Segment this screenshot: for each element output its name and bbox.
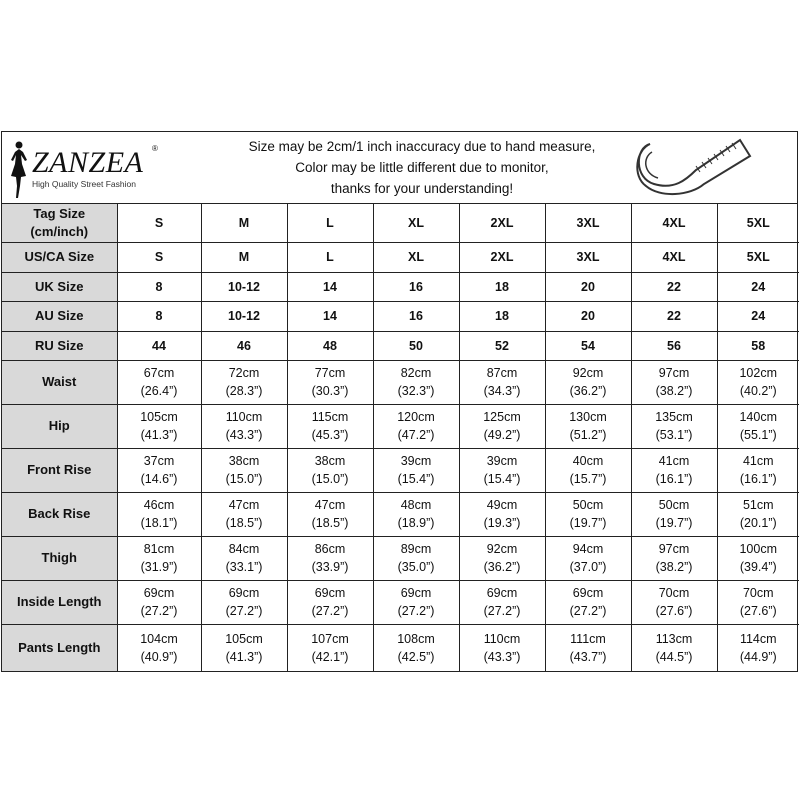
- size-cell: [201, 404, 287, 448]
- cell-line: (16.1”): [655, 472, 693, 486]
- size-cell: [117, 360, 201, 404]
- cell-line: (27.6”): [739, 604, 777, 618]
- size-cell: [373, 242, 459, 272]
- size-cell: [373, 448, 459, 492]
- cell-line: 69cm: [314, 586, 346, 600]
- cell-line: 52: [495, 338, 509, 353]
- size-cell: [287, 204, 373, 242]
- size-cell: [545, 404, 631, 448]
- cell-line: XL: [408, 250, 424, 264]
- tape-area: [622, 132, 797, 203]
- cell-line: 51cm: [742, 498, 774, 512]
- cell-line: (15.4”): [397, 472, 435, 486]
- measurement-notice: [202, 132, 622, 203]
- row-label: [2, 536, 117, 580]
- cell-line: (45.3”): [311, 428, 349, 442]
- cell-line: 3XL: [576, 215, 600, 230]
- cell-line: (31.9”): [140, 560, 178, 574]
- cell-line: 82cm: [400, 366, 432, 380]
- cell-line: 5XL: [746, 215, 770, 230]
- cell-line: (33.9”): [311, 560, 349, 574]
- size-cell: [545, 204, 631, 242]
- chart-header: [2, 132, 797, 204]
- size-cell: [117, 536, 201, 580]
- cell-line: 125cm: [483, 410, 521, 424]
- size-cell: [631, 331, 717, 360]
- row-label: [2, 404, 117, 448]
- cell-line: 69cm: [400, 586, 432, 600]
- cell-line: 111cm: [570, 631, 606, 646]
- cell-line: (35.0”): [397, 560, 435, 574]
- cell-line: 56: [667, 338, 681, 353]
- cell-line: (36.2”): [569, 384, 607, 398]
- cell-line: 108cm: [397, 631, 435, 646]
- cell-line: (19.3”): [483, 516, 521, 530]
- cell-line: 48: [323, 338, 337, 353]
- size-cell: [717, 580, 799, 624]
- size-cell: [117, 272, 201, 301]
- cell-line: (41.3”): [225, 649, 263, 664]
- notice-line-1: Size may be 2cm/1 inch inaccuracy due to hand measure,: [248, 139, 596, 154]
- cell-line: (18.5”): [311, 516, 349, 530]
- size-cell: [545, 448, 631, 492]
- cell-line: (42.5”): [397, 649, 435, 664]
- size-cell: [287, 580, 373, 624]
- row-label: [2, 580, 117, 624]
- cell-line: 24: [751, 309, 766, 323]
- cell-line: (38.2”): [655, 384, 693, 398]
- cell-line: 20: [581, 309, 595, 323]
- notice-line-3: thanks for your understanding!: [330, 181, 514, 196]
- size-cell: [545, 360, 631, 404]
- size-cell: [287, 448, 373, 492]
- size-cell: [201, 272, 287, 301]
- cell-line: 110cm: [225, 410, 263, 424]
- row-label-line: Back Rise: [28, 506, 91, 521]
- size-cell: [373, 301, 459, 331]
- size-cell: [117, 331, 201, 360]
- cell-line: 69cm: [143, 586, 175, 600]
- table-row: [2, 360, 799, 404]
- table-row: [2, 404, 799, 448]
- table-row: [2, 492, 799, 536]
- cell-line: 110cm: [483, 631, 521, 646]
- row-label: [2, 242, 117, 272]
- cell-line: (15.4”): [483, 472, 521, 486]
- size-cell: [717, 536, 799, 580]
- cell-line: M: [238, 215, 250, 230]
- size-cell: [717, 331, 799, 360]
- table-row: [2, 580, 799, 624]
- size-cell: [201, 536, 287, 580]
- cell-line: (15.0”): [311, 472, 349, 486]
- size-cell: [373, 404, 459, 448]
- row-label: [2, 331, 117, 360]
- cell-line: (16.1”): [739, 472, 777, 486]
- notice-line-2: Color may be little different due to monitor,: [295, 160, 549, 175]
- cell-line: 14: [323, 279, 337, 294]
- cell-line: 2XL: [490, 215, 514, 230]
- cell-line: (15.0”): [225, 472, 263, 486]
- cell-line: 38cm: [314, 454, 346, 468]
- cell-line: 58: [751, 338, 766, 353]
- size-cell: [201, 331, 287, 360]
- row-label: [2, 204, 117, 242]
- size-cell: [631, 242, 717, 272]
- size-cell: [717, 360, 799, 404]
- table-row: [2, 331, 799, 360]
- cell-line: 107cm: [311, 631, 349, 646]
- cell-line: (19.7”): [655, 516, 693, 530]
- brand-tagline: High Quality Street Fashion: [32, 179, 136, 189]
- cell-line: (30.3”): [311, 384, 349, 398]
- cell-line: 92cm: [486, 542, 518, 556]
- cell-line: 105cm: [225, 631, 263, 646]
- cell-line: 50cm: [572, 498, 604, 512]
- cell-line: 3XL: [576, 250, 600, 264]
- cell-line: 2XL: [490, 250, 514, 264]
- size-cell: [631, 301, 717, 331]
- size-cell: [717, 492, 799, 536]
- cell-line: M: [238, 250, 250, 264]
- size-cell: [287, 404, 373, 448]
- size-cell: [631, 448, 717, 492]
- cell-line: 24: [751, 279, 766, 294]
- cell-line: (27.2”): [311, 604, 349, 618]
- measuring-tape-icon: [630, 136, 780, 200]
- cell-line: 84cm: [228, 542, 260, 556]
- size-cell: [459, 204, 545, 242]
- cell-line: (33.1”): [225, 560, 263, 574]
- table-row: [2, 448, 799, 492]
- size-cell: [201, 242, 287, 272]
- cell-line: (14.6”): [140, 472, 178, 486]
- cell-line: 18: [495, 309, 509, 323]
- size-cell: [373, 204, 459, 242]
- size-cell: [717, 448, 799, 492]
- cell-line: 135cm: [655, 410, 693, 424]
- cell-line: (51.2”): [569, 428, 607, 442]
- size-cell: [717, 204, 799, 242]
- size-cell: [545, 272, 631, 301]
- size-cell: [717, 301, 799, 331]
- size-cell: [459, 301, 545, 331]
- cell-line: (18.1”): [140, 516, 178, 530]
- size-cell: [717, 242, 799, 272]
- cell-line: 102cm: [739, 366, 778, 380]
- size-cell: [287, 360, 373, 404]
- size-cell: [631, 580, 717, 624]
- cell-line: 97cm: [658, 366, 690, 380]
- cell-line: S: [154, 215, 164, 230]
- row-label-line: Waist: [42, 374, 77, 389]
- size-cell: [459, 448, 545, 492]
- cell-line: (18.9”): [397, 516, 435, 530]
- size-cell: [117, 242, 201, 272]
- cell-line: XL: [408, 215, 424, 230]
- cell-line: (43.3”): [225, 428, 263, 442]
- size-cell: [545, 536, 631, 580]
- cell-line: 100cm: [739, 542, 778, 556]
- size-cell: [717, 624, 799, 671]
- cell-line: 22: [667, 309, 681, 323]
- size-cell: [117, 624, 201, 671]
- cell-line: 69cm: [228, 586, 260, 600]
- size-cell: [201, 624, 287, 671]
- cell-line: (42.1”): [311, 649, 349, 664]
- size-cell: [631, 624, 717, 671]
- cell-line: 92cm: [572, 366, 604, 380]
- size-cell: [459, 536, 545, 580]
- cell-line: (27.2”): [140, 604, 178, 618]
- table-row: [2, 624, 799, 671]
- cell-line: 47cm: [314, 498, 346, 512]
- cell-line: 54: [581, 338, 595, 353]
- cell-line: (27.2”): [483, 604, 521, 618]
- size-cell: [117, 580, 201, 624]
- cell-line: 39cm: [486, 454, 518, 468]
- size-cell: [117, 204, 201, 242]
- size-cell: [287, 624, 373, 671]
- size-cell: [459, 580, 545, 624]
- cell-line: (53.1”): [655, 428, 693, 442]
- size-cell: [201, 492, 287, 536]
- cell-line: (15.7”): [569, 472, 607, 486]
- cell-line: (27.2”): [225, 604, 263, 618]
- cell-line: 38cm: [228, 454, 260, 468]
- size-cell: [373, 492, 459, 536]
- cell-line: (27.2”): [397, 604, 435, 618]
- cell-line: 49cm: [486, 498, 518, 512]
- cell-line: 69cm: [486, 586, 518, 600]
- cell-line: 4XL: [662, 250, 686, 264]
- row-label-line: Tag Size: [33, 205, 86, 221]
- cell-line: 10-12: [228, 279, 260, 294]
- cell-line: (43.7”): [569, 649, 607, 664]
- cell-line: 94cm: [572, 542, 604, 556]
- size-cell: [287, 492, 373, 536]
- cell-line: 14: [323, 309, 337, 323]
- cell-line: (40.9”): [140, 649, 178, 664]
- brand-logo: [2, 132, 202, 203]
- size-cell: [717, 272, 799, 301]
- size-cell: [201, 360, 287, 404]
- size-cell: [287, 242, 373, 272]
- table-row: [2, 242, 799, 272]
- size-cell: [287, 272, 373, 301]
- cell-line: (28.3”): [225, 384, 263, 398]
- row-label: [2, 492, 117, 536]
- row-label-line: Thigh: [41, 550, 77, 565]
- cell-line: 40cm: [572, 454, 604, 468]
- cell-line: 16: [409, 279, 423, 294]
- cell-line: 4XL: [662, 215, 686, 230]
- size-cell: [373, 536, 459, 580]
- row-label: [2, 301, 117, 331]
- cell-line: 18: [495, 279, 509, 294]
- size-cell: [201, 204, 287, 242]
- cell-line: 10-12: [228, 309, 260, 323]
- size-cell: [201, 301, 287, 331]
- row-label: [2, 448, 117, 492]
- cell-line: (44.5”): [655, 649, 693, 664]
- size-table: [2, 204, 799, 671]
- size-cell: [373, 360, 459, 404]
- registered-mark: ®: [152, 144, 158, 153]
- cell-line: 86cm: [314, 542, 346, 556]
- cell-line: (49.2”): [483, 428, 521, 442]
- cell-line: (18.5”): [225, 516, 263, 530]
- size-cell: [287, 331, 373, 360]
- row-label-line: US/CA Size: [24, 249, 95, 264]
- row-label-line: Hip: [48, 418, 70, 433]
- cell-line: 140cm: [739, 410, 778, 424]
- cell-line: (47.2”): [397, 428, 435, 442]
- cell-line: 48cm: [400, 498, 432, 512]
- cell-line: 81cm: [143, 542, 175, 556]
- cell-line: (41.3”): [140, 428, 178, 442]
- cell-line: 69cm: [572, 586, 604, 600]
- cell-line: (37.0”): [569, 560, 607, 574]
- cell-line: 22: [667, 279, 681, 294]
- cell-line: 20: [581, 279, 595, 294]
- row-label-line: Pants Length: [18, 639, 101, 655]
- size-cell: [459, 492, 545, 536]
- cell-line: 114cm: [739, 631, 777, 646]
- cell-line: 8: [155, 309, 163, 323]
- size-cell: [117, 301, 201, 331]
- cell-line: (19.7”): [569, 516, 607, 530]
- cell-line: (34.3”): [483, 384, 521, 398]
- cell-line: 47cm: [228, 498, 260, 512]
- cell-line: 39cm: [400, 454, 432, 468]
- cell-line: 44: [152, 338, 166, 353]
- row-label: [2, 360, 117, 404]
- row-label-line: AU Size: [35, 308, 84, 323]
- row-label-line: Front Rise: [27, 462, 92, 477]
- row-label-line: UK Size: [35, 278, 84, 294]
- cell-line: (44.9”): [739, 649, 777, 664]
- size-cell: [201, 580, 287, 624]
- size-cell: [117, 448, 201, 492]
- size-cell: [373, 272, 459, 301]
- cell-line: (38.2”): [655, 560, 693, 574]
- cell-line: 77cm: [314, 366, 346, 380]
- cell-line: (55.1”): [739, 428, 777, 442]
- cell-line: 105cm: [140, 410, 178, 424]
- cell-line: 5XL: [746, 250, 770, 264]
- size-cell: [631, 492, 717, 536]
- size-cell: [631, 204, 717, 242]
- size-cell: [545, 331, 631, 360]
- row-label-line: RU Size: [35, 337, 84, 353]
- cell-line: L: [326, 215, 334, 230]
- size-cell: [373, 331, 459, 360]
- size-cell: [459, 404, 545, 448]
- row-label: [2, 272, 117, 301]
- cell-line: (39.4”): [739, 560, 777, 574]
- cell-line: (26.4”): [140, 384, 178, 398]
- row-label: [2, 624, 117, 671]
- size-cell: [373, 624, 459, 671]
- cell-line: (27.2”): [569, 604, 607, 618]
- size-cell: [545, 301, 631, 331]
- cell-line: 50cm: [658, 498, 690, 512]
- size-cell: [117, 492, 201, 536]
- size-cell: [201, 448, 287, 492]
- cell-line: 41cm: [742, 454, 774, 468]
- size-cell: [545, 492, 631, 536]
- size-cell: [459, 624, 545, 671]
- cell-line: 41cm: [658, 454, 690, 468]
- cell-line: 67cm: [143, 366, 175, 380]
- brand-name: ZANZEA: [32, 146, 144, 179]
- cell-line: 97cm: [658, 542, 690, 556]
- size-chart: [1, 131, 798, 672]
- cell-line: 70cm: [658, 586, 690, 600]
- size-cell: [287, 301, 373, 331]
- size-cell: [373, 580, 459, 624]
- cell-line: 37cm: [143, 454, 175, 468]
- row-label-line: Inside Length: [17, 594, 102, 609]
- woman-silhouette-icon: [5, 140, 31, 202]
- size-cell: [545, 580, 631, 624]
- cell-line: 89cm: [400, 542, 432, 556]
- cell-line: 113cm: [655, 631, 693, 646]
- size-cell: [459, 242, 545, 272]
- size-cell: [117, 404, 201, 448]
- cell-line: 70cm: [742, 586, 774, 600]
- cell-line: (43.3”): [483, 649, 521, 664]
- row-label-line: (cm/inch): [30, 223, 89, 239]
- cell-line: S: [154, 250, 164, 264]
- cell-line: 16: [409, 309, 423, 323]
- cell-line: 46: [237, 338, 251, 353]
- size-cell: [545, 624, 631, 671]
- cell-line: L: [326, 250, 334, 264]
- cell-line: (36.2”): [483, 560, 521, 574]
- size-cell: [631, 404, 717, 448]
- cell-line: 50: [409, 338, 423, 353]
- table-row: [2, 536, 799, 580]
- cell-line: 72cm: [228, 366, 260, 380]
- size-cell: [631, 272, 717, 301]
- cell-line: 130cm: [569, 410, 607, 424]
- size-cell: [459, 360, 545, 404]
- size-cell: [631, 536, 717, 580]
- table-row: [2, 272, 799, 301]
- size-cell: [717, 404, 799, 448]
- cell-line: (20.1”): [739, 516, 777, 530]
- size-cell: [459, 331, 545, 360]
- size-cell: [459, 272, 545, 301]
- cell-line: 87cm: [486, 366, 518, 380]
- cell-line: (40.2”): [739, 384, 777, 398]
- cell-line: 46cm: [143, 498, 175, 512]
- table-row: [2, 301, 799, 331]
- cell-line: 115cm: [311, 410, 349, 424]
- size-cell: [287, 536, 373, 580]
- size-cell: [631, 360, 717, 404]
- cell-line: 8: [155, 279, 163, 294]
- cell-line: (32.3”): [397, 384, 435, 398]
- size-cell: [545, 242, 631, 272]
- cell-line: (27.6”): [655, 604, 693, 618]
- cell-line: 104cm: [140, 631, 178, 646]
- table-row: [2, 204, 799, 242]
- cell-line: 120cm: [397, 410, 435, 424]
